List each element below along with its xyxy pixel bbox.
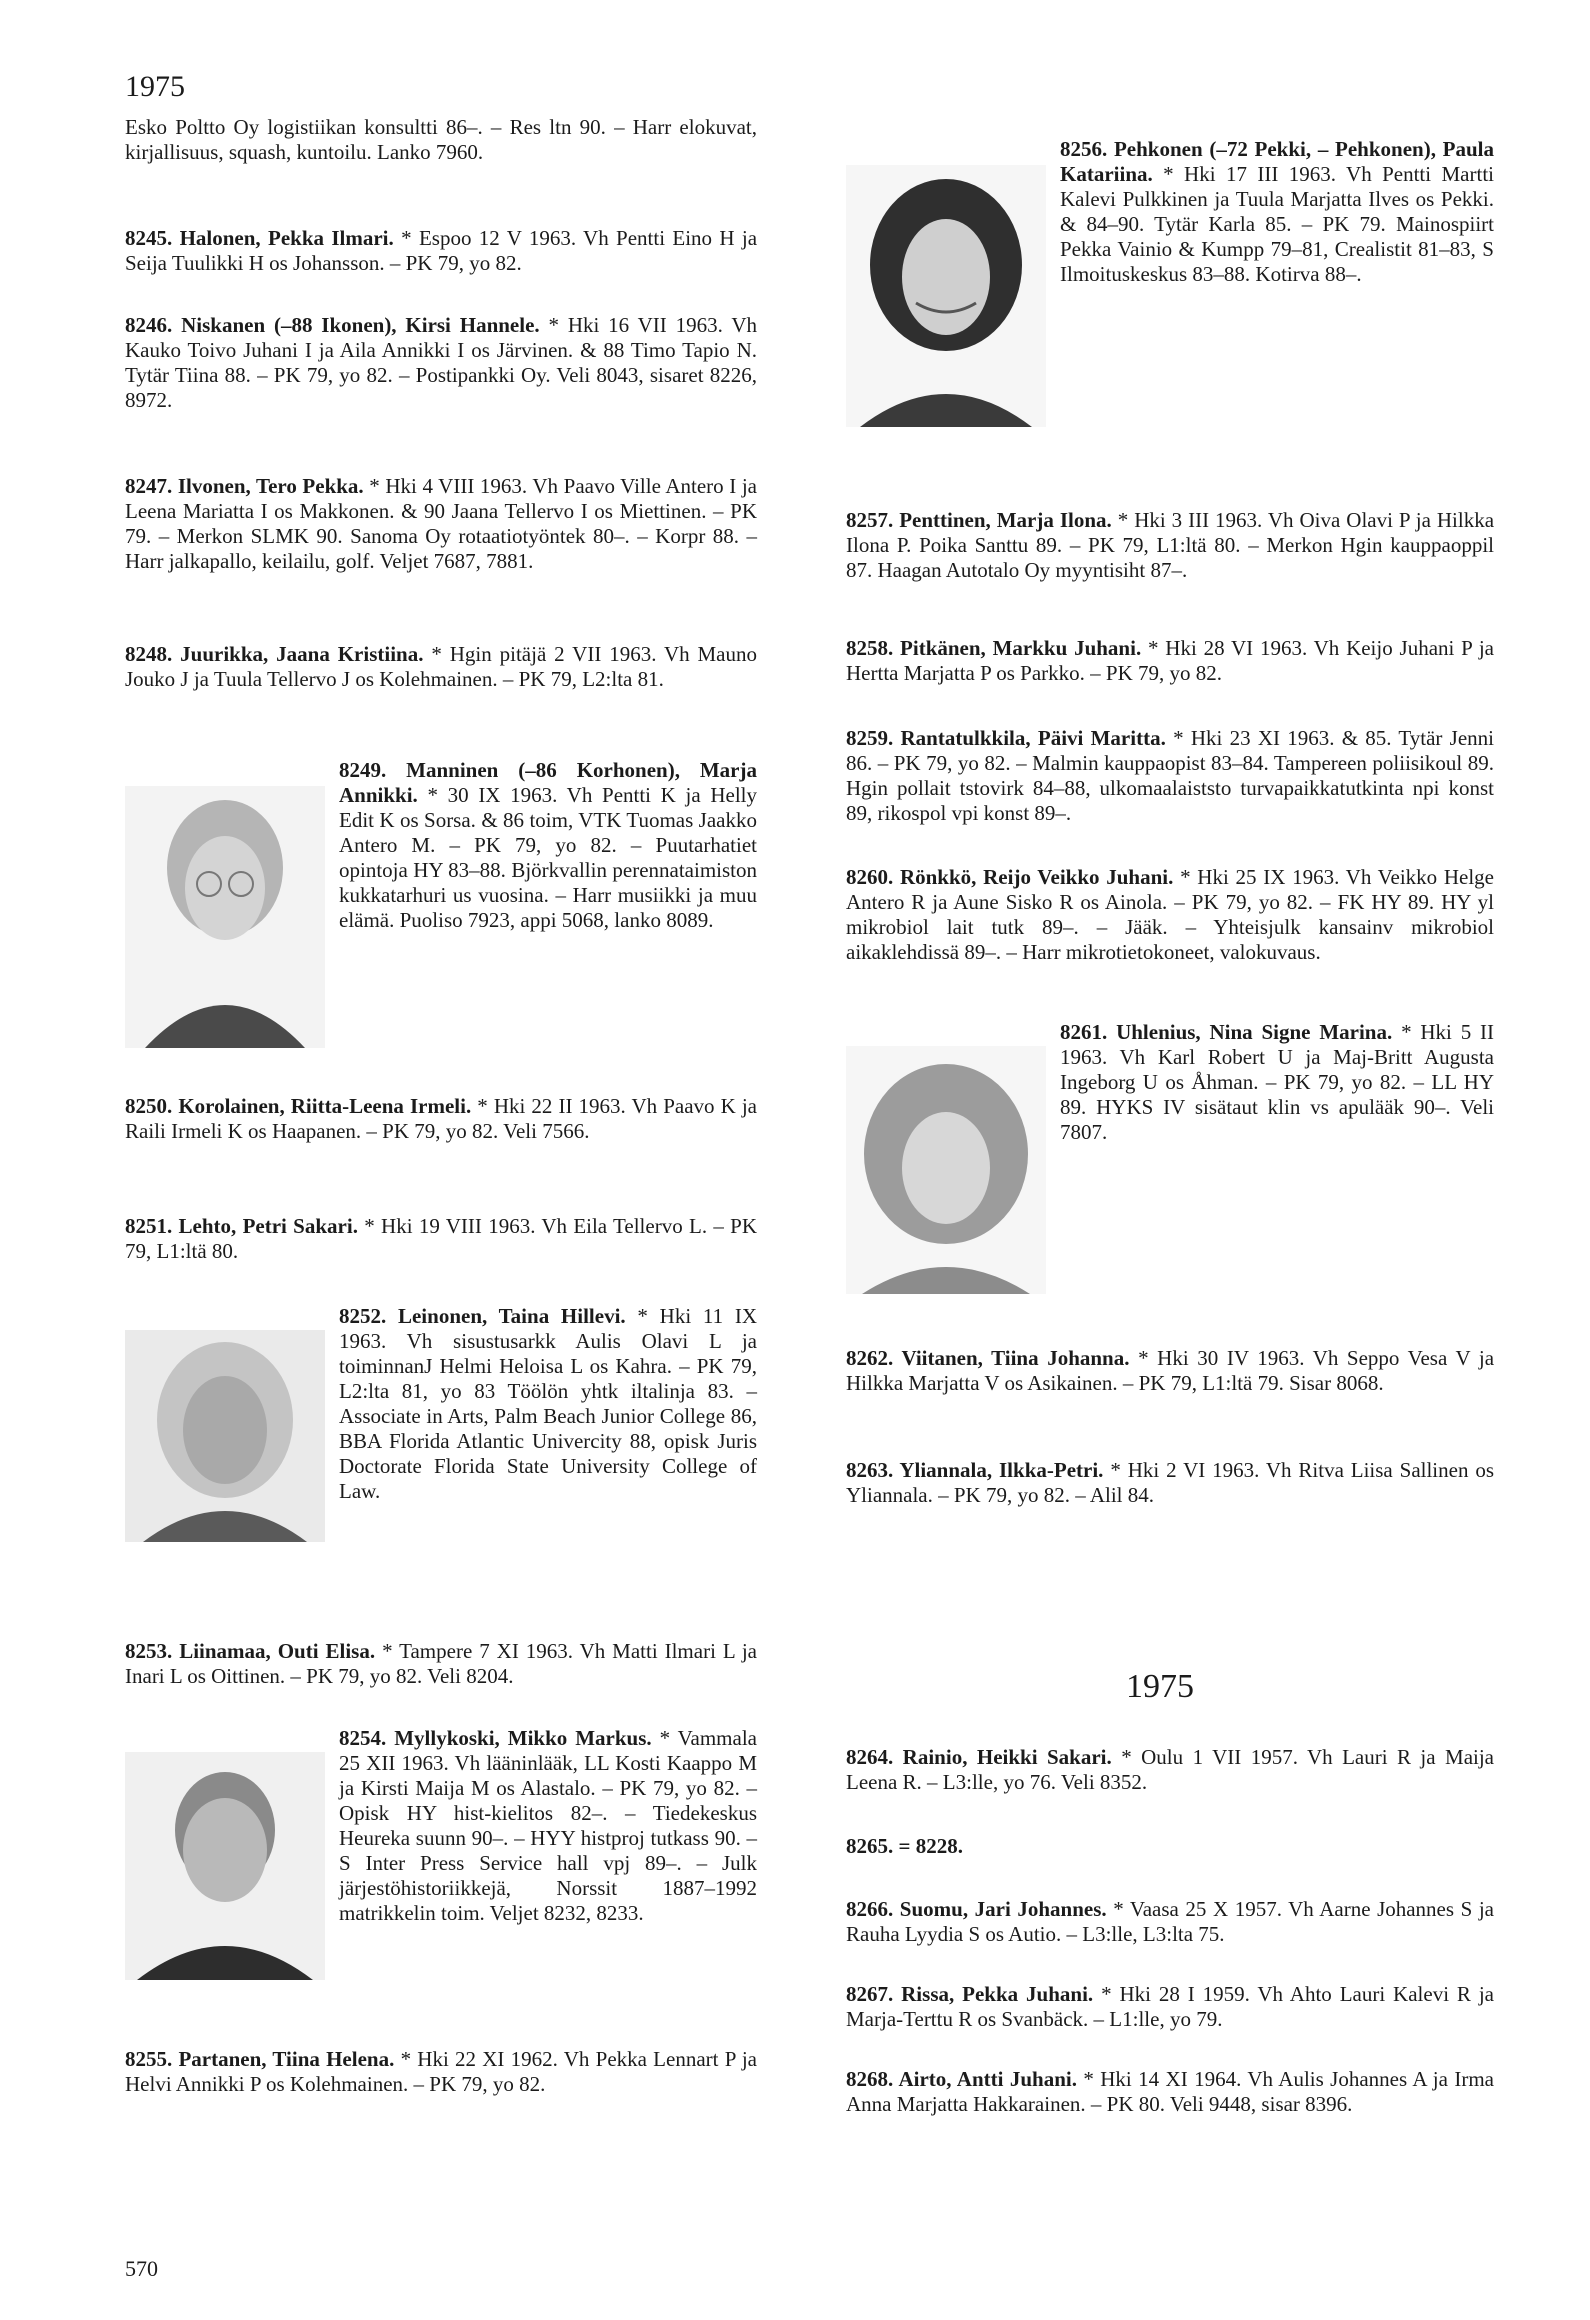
entry-heading: 8245. Halonen, Pekka Ilmari. — [125, 226, 394, 250]
entry-heading: 8259. Rantatulkkila, Päivi Maritta. — [846, 726, 1166, 750]
entry-heading: 8248. Juurikka, Jaana Kristiina. — [125, 642, 424, 666]
entry-heading: 8246. Niskanen (–88 Ikonen), Kirsi Hannele. — [125, 313, 540, 337]
entry-heading: 8265. = 8228. — [846, 1834, 963, 1858]
entry-8245 — [125, 226, 757, 276]
entry-text: * Tampere 7 XI 1963. Vh Matti Ilmari L ja Inari L os Oittinen. – PK 79, yo 82. Veli 8204. — [125, 1639, 757, 1688]
entry-text: * Hki 14 XI 1964. Vh Aulis Johannes A ja Irma Anna Marjatta Hakkarainen. – PK 80. Veli 9448, sisar 8396. — [846, 2067, 1494, 2116]
entry-8259 — [846, 726, 1494, 826]
entry-heading: 8262. Viitanen, Tiina Johanna. — [846, 1346, 1130, 1370]
portrait-photo — [846, 165, 1046, 427]
entry-heading: 8257. Penttinen, Marja Ilona. — [846, 508, 1112, 532]
entry-text: * Hki 22 II 1963. Vh Paavo K ja Raili Irmeli K os Haapanen. – PK 79, yo 82. Veli 7566. — [125, 1094, 757, 1143]
entry-8251 — [125, 1214, 757, 1264]
entry-text: * 30 IX 1963. Vh Pentti K ja Helly Edit K os Sorsa. & 86 toim, VTK Tuomas Jaakko Antero M. – PK 79, yo 82. – Puutarhatiet opintoja HY 83–88. Björkvallin perennataimiston kukkatarhuri us vuosina. – Harr musiikki ja muu elämä. Puoliso 7923, appi 5068, lanko 8089. — [339, 783, 757, 932]
entry-text: * Vaasa 25 X 1957. Vh Aarne Johannes S ja Rauha Lyydia S os Autio. – L3:lle, L3:lta 75. — [846, 1897, 1495, 1946]
entry-text: * Hki 30 IV 1963. Vh Seppo Vesa V ja Hilkka Marjatta V os Asikainen. – PK 79, L1:ltä 79. Sisar 8068. — [846, 1346, 1495, 1395]
entry-heading: 8261. Uhlenius, Nina Signe Marina. — [1060, 1020, 1393, 1044]
entry-8266 — [846, 1897, 1494, 1947]
running-year: 1975 — [125, 70, 185, 103]
entry-text: * Hki 5 II 1963. Vh Karl Robert U ja Maj-Britt Augusta Ingeborg U os Åhman. – PK 79, yo 82. – LL HY 89. HYKS IV sisätaut klin vs apulääk 90–. Veli 7807. — [1060, 1020, 1494, 1144]
entry-text: * Hki 17 III 1963. Vh Pentti Martti Kalevi Pulkkinen ja Tuula Marjatta Ilves os Pekki. & 84–90. Tytär Karla 85. – PK 79. Mainospiirt Pekka Vainio & Kumpp 79–81, Crealistit 81–83, S Ilmoituskeskus 83–88. Kotirva 88–. — [1060, 162, 1494, 286]
entry-text: * Hgin pitäjä 2 VII 1963. Vh Mauno Jouko J ja Tuula Tellervo J os Kolehmainen. – PK 79, L2:lta 81. — [125, 642, 758, 691]
entry-text: * Hki 23 XI 1963. & 85. Tytär Jenni 86. – PK 79, yo 82. – Malmin kauppaopist 83–84. Tampereen poliisikoul 89. Hgin pollait tstovirk 84–88, ulkomaalaiststo turvapaikkatutkinta npi konst 89, rikospol vpi konst 89–. — [846, 726, 1494, 825]
entry-heading: 8264. Rainio, Heikki Sakari. — [846, 1745, 1112, 1769]
entry-heading: 8255. Partanen, Tiina Helena. — [125, 2047, 395, 2071]
entry-text: * Hki 28 VI 1963. Vh Keijo Juhani P ja Hertta Marjatta P os Parkko. – PK 79, yo 82. — [846, 636, 1494, 685]
entry-text: * Hki 11 IX 1963. Vh sisustusarkk Aulis Olavi L ja toiminnanJ Helmi Heloisa L os Kahra. – PK 79, L2:lta 81, yo 83 Töölön yhtk iltalinja 83. – Associate in Arts, Palm Beach Junior College 86, BBA Florida Atlantic Univercity 88, opisk Juris Doctorate Florida State University College of Law. — [339, 1304, 757, 1503]
entry-8255 — [125, 2047, 757, 2097]
entry-heading: 8247. Ilvonen, Tero Pekka. — [125, 474, 364, 498]
entry-heading: 8253. Liinamaa, Outi Elisa. — [125, 1639, 376, 1663]
entry-text: * Hki 4 VIII 1963. Vh Paavo Ville Antero I ja Leena Mariatta I os Makkonen. & 90 Jaana Tellervo I os Miettinen. – PK 79. – Merkon SLMK 90. Sanoma Oy rotaatiotyöntek 80–. – Korpr 88. – Harr jalkapallo, keilailu, golf. Veljet 7687, 7881. — [125, 474, 757, 573]
entry-8265 — [846, 1834, 1494, 1859]
portrait-woman-curly-hair-icon — [846, 1046, 1046, 1294]
entry-8258 — [846, 636, 1494, 686]
entry-8247 — [125, 474, 757, 574]
entry-heading: 8266. Suomu, Jari Johannes. — [846, 1897, 1107, 1921]
entry-8246 — [125, 313, 757, 413]
entry-heading: 8249. Manninen (–86 Korhonen), Marja Annikki. — [339, 758, 757, 807]
entry-text: * Hki 25 IX 1963. Vh Veikko Helge Antero R ja Aune Sisko R os Ainola. – PK 79, yo 82. – FK HY 89. HY yl mikrobiol lait tutk 89–. – Jääk. – Yhteisjulk kansainv mikrobiol aikaklehdissä 89–. – Harr mikrotietokoneet, valokuvaus. — [846, 865, 1495, 964]
portrait-man-icon — [125, 1752, 325, 1980]
portrait-woman-glasses-icon — [125, 786, 325, 1048]
entry-8267 — [846, 1982, 1494, 2032]
portrait-photo — [846, 1046, 1046, 1294]
entry-8257 — [846, 508, 1494, 583]
portrait-photo — [125, 786, 325, 1048]
entry-heading: 8256. Pehkonen (–72 Pekki, – Pehkonen), Paula Katariina. — [1060, 137, 1494, 186]
entry-heading: 8254. Myllykoski, Mikko Markus. — [339, 1726, 652, 1750]
entry-text: * Hki 19 VIII 1963. Vh Eila Tellervo L. – PK 79, L1:ltä 80. — [125, 1214, 758, 1263]
entry-8262 — [846, 1346, 1494, 1396]
entry-heading: 8250. Korolainen, Riitta-Leena Irmeli. — [125, 1094, 472, 1118]
entry-heading: 8251. Lehto, Petri Sakari. — [125, 1214, 358, 1238]
entry-text: * Oulu 1 VII 1957. Vh Lauri R ja Maija Leena R. – L3:lle, yo 76. Veli 8352. — [846, 1745, 1495, 1794]
entry-text: * Vammala 25 XII 1963. Vh lääninlääk, LL Kosti Kaappo M ja Kirsti Maija M os Alastalo. – PK 79, yo 82. – Opisk HY hist-kielitos 82–. – Tiedekeskus Heureka suunn 90–. – HYY histproj tutkass 90. – S Inter Press Service hall vpj 89–. – Julk järjestöhistoriikkejä, Norssit 1887–1992 matrikkelin toim. Veljet 8232, 8233. — [339, 1726, 757, 1925]
entry-text: * Hki 28 I 1959. Vh Ahto Lauri Kalevi R ja Marja-Terttu R os Svanbäck. – L1:lle, yo 79. — [846, 1982, 1494, 2031]
entry-heading: 8252. Leinonen, Taina Hillevi. — [339, 1304, 626, 1328]
entry-8260 — [846, 865, 1494, 965]
entry-text: Esko Poltto Oy logistiikan konsultti 86–. – Res ltn 90. – Harr elokuvat, kirjallisuus, squash, kuntoilu. Lanko 7960. — [125, 115, 757, 164]
portrait-photo — [125, 1752, 325, 1980]
entry-8264 — [846, 1745, 1494, 1795]
section-year: 1975 — [1126, 1668, 1194, 1705]
entry-text: * Hki 22 XI 1962. Vh Pekka Lennart P ja Helvi Annikki P os Kolehmainen. – PK 79, yo 82. — [125, 2047, 757, 2096]
entry-8252 — [125, 1304, 757, 1546]
entry-text: * Hki 16 VII 1963. Vh Kauko Toivo Juhani I ja Aila Annikki I os Järvinen. & 88 Timo Tapio N. Tytär Tiina 88. – PK 79, yo 82. – Postipankki Oy. Veli 8043, sisaret 8226, 8972. — [125, 313, 757, 412]
entry-8263 — [846, 1458, 1494, 1508]
entry-heading: 8263. Yliannala, Ilkka-Petri. — [846, 1458, 1104, 1482]
entry-8261 — [846, 1020, 1494, 1298]
entry-8248 — [125, 642, 757, 692]
entry-8250 — [125, 1094, 757, 1144]
entry-8254 — [125, 1726, 757, 1984]
entry-text: * Hki 3 III 1963. Vh Oiva Olavi P ja Hilkka Ilona P. Poika Santtu 89. – PK 79, L1:ltä 80. – Merkon Hgin kauppaoppil 87. Haagan Autotalo Oy myyntisiht 87–. — [846, 508, 1495, 582]
portrait-photo — [125, 1330, 325, 1542]
portrait-woman-blonde-icon — [125, 1330, 325, 1542]
entry-text: * Espoo 12 V 1963. Vh Pentti Eino H ja Seija Tuulikki H os Johansson. – PK 79, yo 82. — [125, 226, 758, 275]
entry-8268 — [846, 2067, 1494, 2117]
entry-continuation — [125, 115, 757, 165]
page-number: 570 — [125, 2256, 158, 2281]
entry-8249 — [125, 758, 757, 1052]
entry-8256 — [846, 137, 1494, 431]
entry-8253 — [125, 1639, 757, 1689]
entry-heading: 8267. Rissa, Pekka Juhani. — [846, 1982, 1094, 2006]
portrait-woman-dark-hair-icon — [846, 165, 1046, 427]
entry-text: * Hki 2 VI 1963. Vh Ritva Liisa Sallinen os Yliannala. – PK 79, yo 82. – Alil 84. — [846, 1458, 1495, 1507]
entry-heading: 8268. Airto, Antti Juhani. — [846, 2067, 1077, 2091]
entry-heading: 8260. Rönkkö, Reijo Veikko Juhani. — [846, 865, 1174, 889]
entry-heading: 8258. Pitkänen, Markku Juhani. — [846, 636, 1142, 660]
